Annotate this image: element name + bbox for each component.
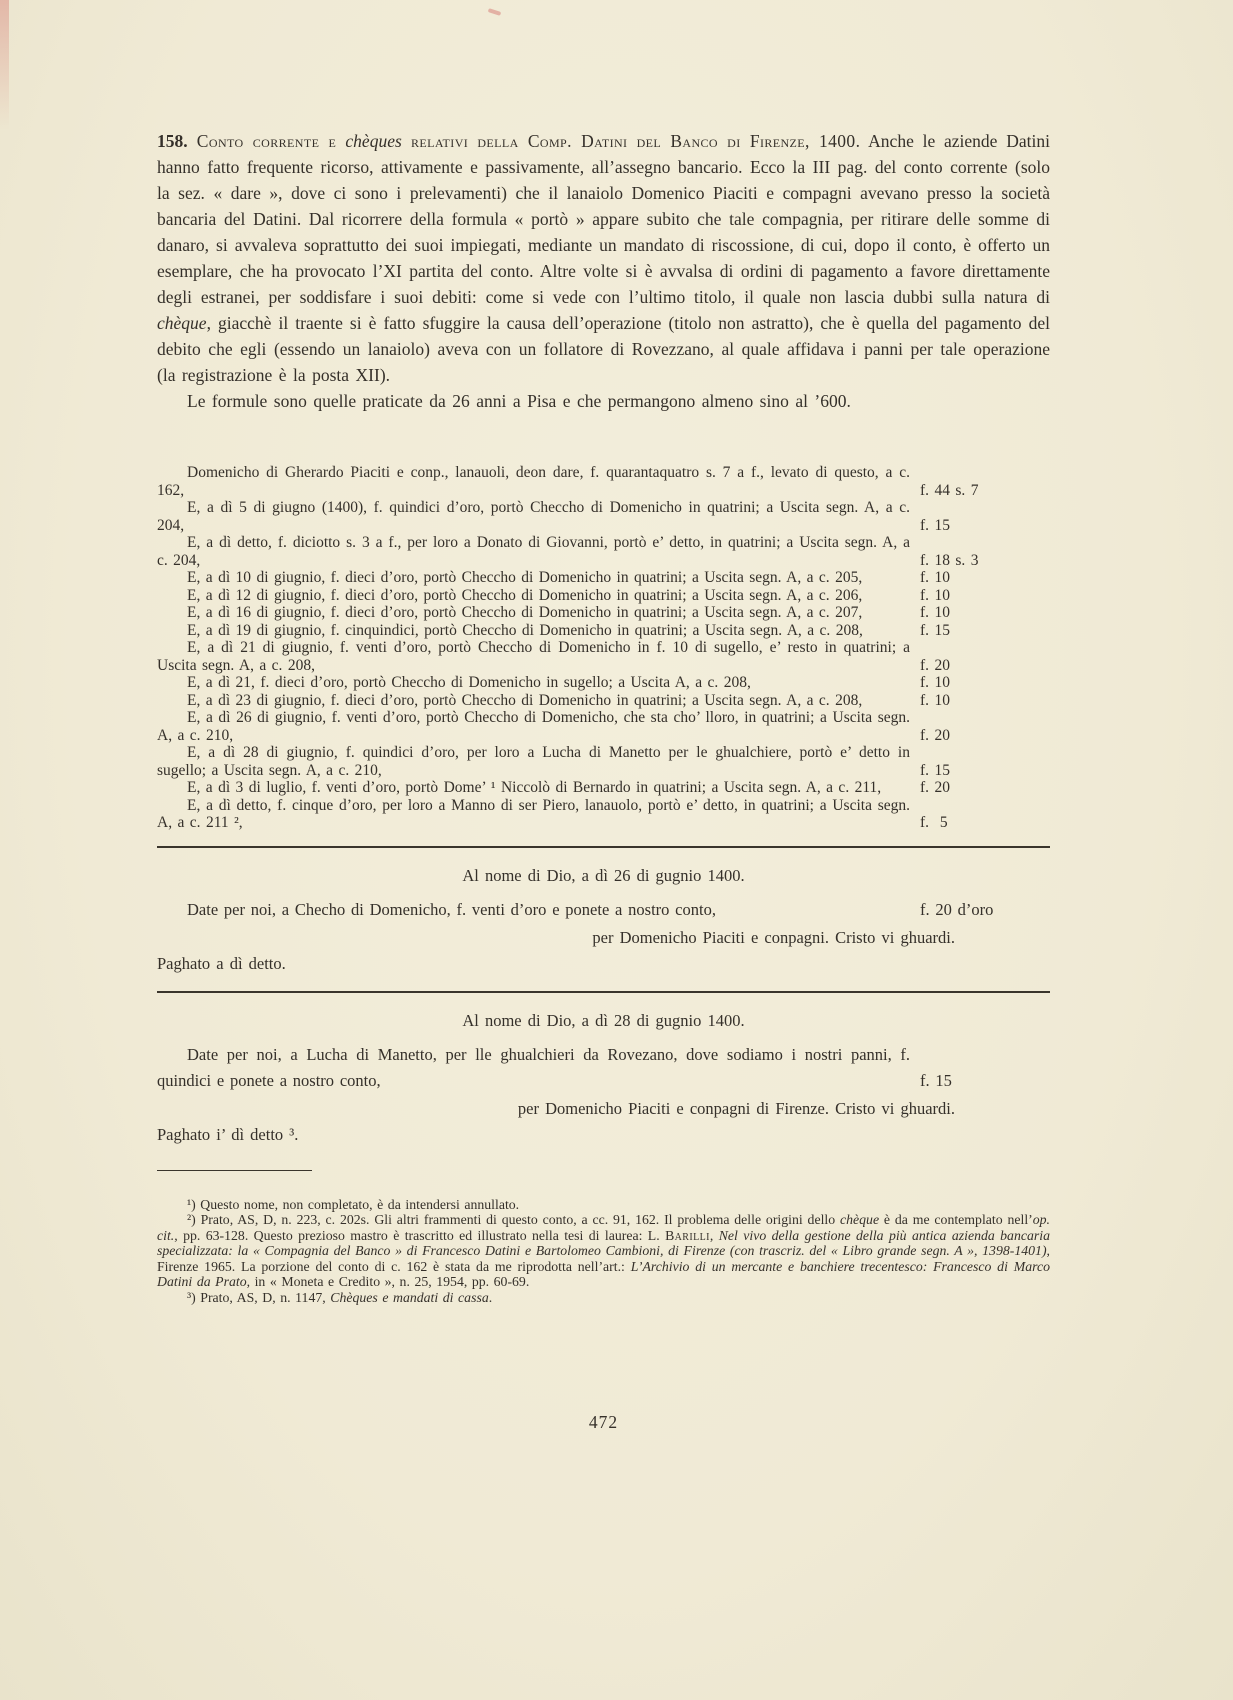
entry-title-italic: chèques [345, 131, 402, 151]
footnote-3-segment: ³) Prato, AS, D, n. 1147, [187, 1290, 331, 1306]
ledger-entry [157, 797, 1050, 832]
entry-title: Conto corrente e [187, 131, 346, 151]
ledger-entry [157, 744, 1050, 779]
ledger-entry-amount: f. 10 [920, 674, 950, 691]
ledger-entry-text: E, a dì 28 di giugnio, f. quindici d’oro, per loro a Lucha di Manetto per le ghualchiere, portò e’ detto in sugello; a Uscita segn. A, a c. 210, [157, 744, 910, 779]
cheque-1-body [157, 897, 1050, 923]
footnote-2-segment: , [709, 1227, 719, 1243]
page-number: 472 [588, 1412, 619, 1432]
entry-title-continued: relativi della Comp. Datini del Banco di Firenze, 1400. [401, 131, 861, 151]
ledger-entry [157, 604, 1050, 622]
intro-body-continued: , giacchè il traente si è fatto sfuggire la causa dell’operazione (titolo non astratto), che è quella del pagamento del debito che egli (essendo un lanaiolo) aveva con un follatore di Rovezzano, al quale affidava i panni per tale operazione (la registrazione è la posta XII). [157, 313, 1050, 385]
footnote-2-segment: , Firenze 1965. La porzione del conto di c. 162 è stata da me riprodotta nell’art.: [157, 1243, 1050, 1274]
ledger-entry-amount: f. 10 [920, 586, 950, 604]
ledger-entry-amount: f. 18 s. 3 [920, 551, 979, 569]
ledger-entry-amount: f. 44 s. 7 [920, 481, 979, 499]
footnote-2-segment: , in « Moneta e Credito », n. 25, 1954, pp. 60-69. [246, 1274, 530, 1290]
ledger-entry-text: E, a dì detto, f. diciotto s. 3 a f., per loro a Donato di Giovanni, portò e’ detto, in quatrini; a Uscita segn. A, a c. 204, [157, 534, 910, 569]
footnote-2-segment: è da me contemplato nell’ [879, 1212, 1033, 1228]
catalog-number: 158. [157, 131, 188, 151]
ledger-entry-amount: f. 10 [920, 691, 950, 709]
ledger-entry-amount: f. 20 [920, 656, 950, 674]
ledger-entry-text: E, a dì 10 di giugnio, f. dieci d’oro, portò Checcho di Domenicho in quatrini; a Uscita segn. A, a c. 205, [187, 569, 863, 586]
footnote-2-segment: , pp. 63-128. Questo prezioso mastro è trascritto ed illustrato nella tesi di laurea: L. [174, 1227, 666, 1243]
entry-heading-paragraph [157, 128, 1050, 388]
ledger-entry [157, 587, 1050, 605]
ledger-entry [157, 534, 1050, 569]
ledger-entry [157, 779, 1050, 797]
ledger-entry-amount: f. 5 [920, 814, 948, 831]
intro-paragraph-2: Le formule sono quelle praticate da 26 anni a Pisa e che permangono almeno sino al ’600. [187, 391, 851, 411]
cheque-2-body [157, 1042, 1050, 1094]
footnote-2 [157, 1212, 1050, 1290]
cheque-2-heading: Al nome di Dio, a dì 28 di gugnio 1400. [462, 1010, 745, 1030]
footnote-2-segment: chèque [840, 1212, 880, 1228]
footnote-2-author-smallcaps: Barilli [665, 1227, 710, 1243]
scan-artifact [488, 8, 502, 16]
separator-rule [157, 846, 1050, 848]
cheque-2-paid-note: Paghato i’ dì detto ³. [157, 1124, 299, 1144]
ledger-entry-amount: f. 15 [920, 761, 950, 779]
cheque-2-amount: f. 15 [920, 1070, 952, 1090]
footnote-3-title-italic: Chèques e mandati di cassa [330, 1290, 489, 1306]
cheque-2 [157, 1008, 1050, 1148]
ledger-entry-text: E, a dì 5 di giugno (1400), f. quindici d’oro, portò Checcho di Domenicho in quatrini; a Uscita segn. A, a c. 204, [157, 499, 910, 534]
intro-body: Anche le aziende Datini hanno fatto frequente ricorso, attivamente e passivamente, all’assegno bancario. Ecco la III pag. del conto corrente (solo la sez. « dare », dove ci sono i prelevamenti) che il lanaiolo Domenico Piaciti e compagni avevano presso la società bancaria del Datini. Dal ricorrere della formula « portò » appare subito che tale compagnia, per ritirare delle somme di danaro, si avvaleva soprattutto dei suoi impiegati, mediante un mandato di riscossione, di cui, dopo il conto, è offerto un esemplare, che ha provocato l’XI partita del conto. Altre volte si è avvalsa di ordini di pagamento a favore direttamente degli estranei, per soddisfare i suoi debiti: come si vede con l’ultimo titolo, il quale non lascia dubbi sulla natura di [157, 131, 1050, 307]
ledger-entry-text: E, a dì 3 di luglio, f. venti d’oro, portò Dome’ ¹ Niccolò di Bernardo in quatrini; a Uscita segn. A, a c. 211, [187, 779, 882, 796]
footnote-2-article-title: L’Archivio di un mercante e banchiere trecentesco: Francesco di Marco Datini da Prato [157, 1258, 1050, 1290]
cheque-2-signature: per Domenicho Piaciti e conpagni di Firenze. Cristo vi ghuardi. [517, 1098, 955, 1118]
ledger-entry-amount: f. 10 [920, 569, 950, 586]
footnote-2-segment: ²) Prato, AS, D, n. 223, c. 202s. Gli altri frammenti di questo conto, a cc. 91, 162. Il problema delle origini dello [187, 1212, 840, 1228]
ledger-entry [157, 709, 1050, 744]
ledger-entry-text: E, a dì 21, f. dieci d’oro, portò Checcho di Domenicho in sugello; a Uscita A, a c. 208, [187, 674, 751, 691]
ledger-entry-text: E, a dì 16 di giugnio, f. dieci d’oro, portò Checcho di Domenicho in quatrini; a Uscita segn. A, a c. 207, [187, 604, 863, 621]
ledger-entry-amount: f. 20 [920, 779, 950, 796]
cheque-2-body-text: Date per noi, a Lucha di Manetto, per lle ghualchieri da Rovezano, dove sodiamo i nostri panni, f. quindici e ponete a nostro conto, [157, 1044, 910, 1090]
footnote-2-segment: op. cit. [157, 1212, 1050, 1243]
ledger-entry [157, 464, 1050, 499]
ledger-entry-text: E, a dì 21 di giugnio, f. venti d’oro, portò Checcho di Domenicho in f. 10 di sugello, e’ resto in quatrini; a Uscita segn. A, a c. 208, [157, 639, 910, 674]
ledger-entry-text: Domenicho di Gherardo Piaciti e conp., lanauoli, deon dare, f. quarantaquatro s. 7 a f., levato di questo, a c. 162, [157, 464, 910, 499]
footnote-3 [157, 1290, 1050, 1306]
ledger-entry [157, 674, 1050, 692]
ledger-entry-amount: f. 20 [920, 726, 950, 744]
ledger-entry-text: E, a dì 26 di giugnio, f. venti d’oro, portò Checcho di Domenicho, che sta cho’ lloro, in quatrini; a Uscita segn. A, a c. 210, [157, 709, 910, 744]
ledger-entry-text: E, a dì 23 di giugnio, f. dieci d’oro, portò Checcho di Domenicho in quatrini; a Uscita segn. A, a c. 208, [187, 691, 863, 709]
page-content [157, 128, 1050, 1306]
ledger-entry-amount: f. 15 [920, 516, 950, 534]
ledger-section [157, 464, 1050, 832]
ledger-entry [157, 622, 1050, 640]
cheque-1-body-text: Date per noi, a Checho di Domenicho, f. venti d’oro e ponete a nostro conto, [187, 899, 716, 919]
separator-rule [157, 991, 1050, 993]
ledger-entry-text: E, a dì detto, f. cinque d’oro, per loro a Manno di ser Piero, lanauolo, portò e’ detto, in quatrini; a Uscita segn. A, a c. 211 ², [157, 796, 910, 831]
cheque-1-signature: per Domenicho Piaciti e conpagni. Cristo vi ghuardi. [592, 927, 955, 947]
footnote-1: ¹) Questo nome, non completato, è da intendersi annullato. [187, 1196, 520, 1212]
footnotes-section [157, 1197, 1050, 1306]
scan-artifact [0, 0, 9, 130]
cheque-1-heading: Al nome di Dio, a dì 26 di gugnio 1400. [462, 865, 745, 885]
ledger-entry [157, 639, 1050, 674]
ledger-entry-text: E, a dì 12 di giugnio, f. dieci d’oro, portò Checcho di Domenicho in quatrini; a Uscita segn. A, a c. 206, [187, 586, 863, 604]
cheque-1-amount: f. 20 d’oro [920, 899, 994, 919]
cheque-1-paid-note: Paghato a dì detto. [157, 953, 286, 973]
ledger-entry-amount: f. 10 [920, 604, 950, 621]
ledger-entry [157, 692, 1050, 710]
footnote-separator-rule [157, 1170, 312, 1171]
cheque-word-italic: chèque [157, 313, 207, 333]
footnote-2-thesis-title: Nel vivo della gestione della più antica azienda bancaria specializzata: la « Compagnia del Banco » di Francesco Datini e Bartolomeo Cambioni, di Firenze (con trascriz. del « Libro grande segn. A », 1398-1401) [157, 1227, 1050, 1259]
ledger-entry-amount: f. 15 [920, 621, 950, 639]
ledger-entry [157, 499, 1050, 534]
cheque-1 [157, 863, 1050, 977]
ledger-entry-text: E, a dì 19 di giugnio, f. cinquindici, portò Checcho di Domenicho in quatrini; a Uscita segn. A, a c. 208, [187, 621, 863, 639]
ledger-entry [157, 569, 1050, 587]
footnote-3-segment: . [488, 1290, 493, 1306]
